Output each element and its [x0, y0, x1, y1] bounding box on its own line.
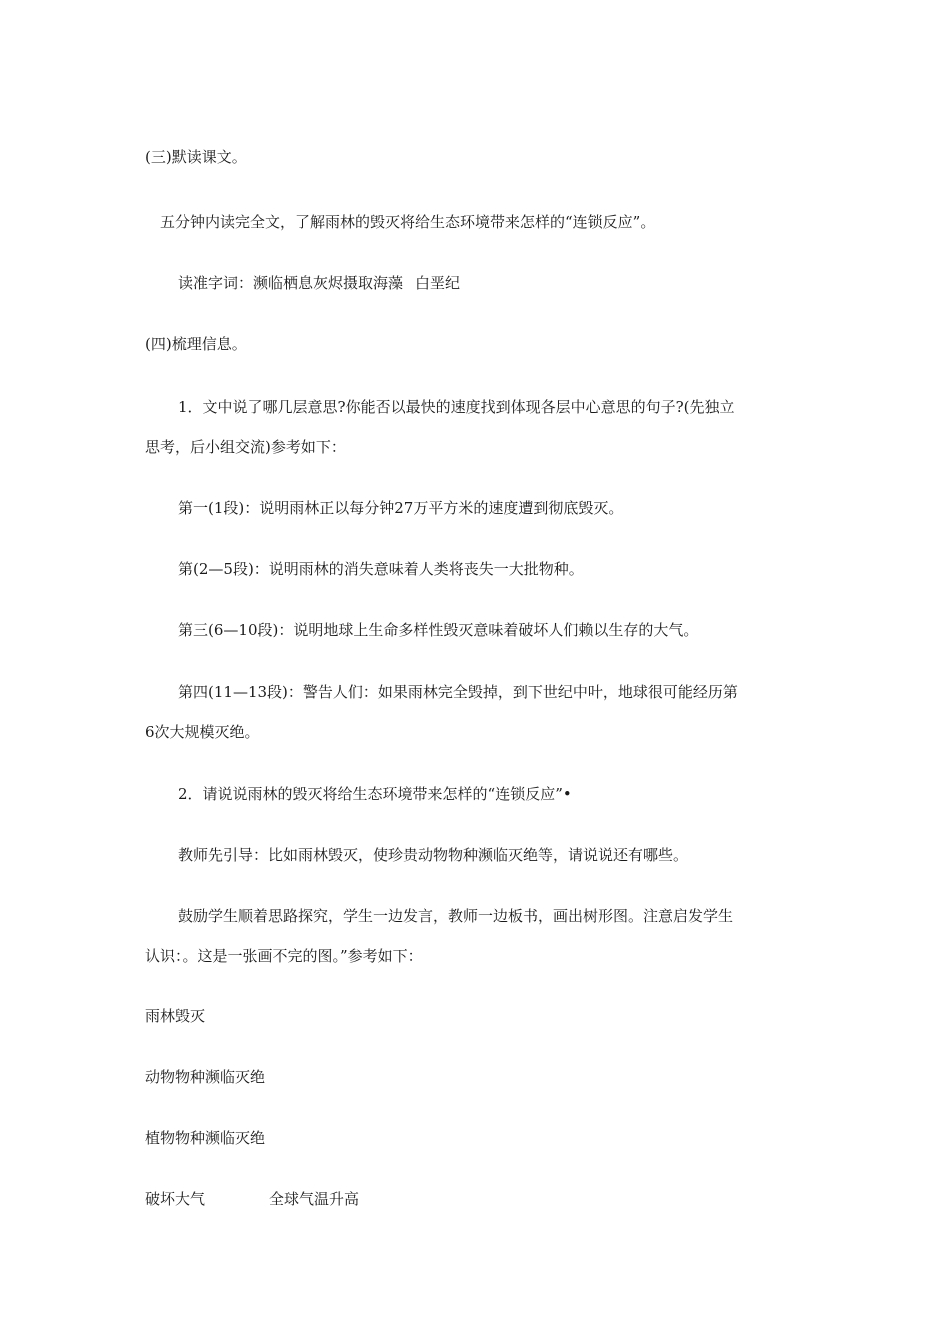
part-1-summary: 第一(1段)：说明雨林正以每分钟27万平方米的速度遭到彻底毁灭。: [178, 499, 624, 517]
question-1-line-2: 思考，后小组交流)参考如下：: [145, 438, 346, 456]
tree-node-warming: 全球气温升高: [269, 1190, 360, 1208]
part-2-summary: 第(2—5段)：说明雨林的消失意味着人类将丧失一大批物种。: [178, 560, 584, 578]
part-4-summary-line-2: 6次大规模灭绝。: [145, 723, 260, 741]
part-3-summary: 第三(6—10段)：说明地球上生命多样性毁灭意味着破坏人们赖以生存的大气。: [178, 621, 699, 639]
section-3-instruction: 五分钟内读完全文，了解雨林的毁灭将给生态环境带来怎样的“连锁反应”。: [160, 213, 656, 231]
question-1-line-1: 1．文中说了哪几层意思?你能否以最快的速度找到体现各层中心意思的句子?(先独立: [178, 398, 735, 416]
teacher-guide: 教师先引导：比如雨林毁灭，使珍贵动物物种濒临灭绝等，请说说还有哪些。: [178, 846, 689, 864]
part-4-summary-line-1: 第四(11—13段)：警告人们：如果雨林完全毁掉，到下世纪中叶，地球很可能经历第: [178, 683, 738, 701]
vocabulary-line: [178, 273, 460, 293]
section-4-heading: (四)梳理信息。: [145, 335, 247, 353]
vocabulary-extra-word: 白垩纪: [415, 274, 461, 292]
encourage-line-1: 鼓励学生顺着思路探究，学生一边发言，教师一边板书，画出树形图。注意启发学生: [178, 907, 734, 925]
tree-node-animals: 动物物种濒临灭绝: [145, 1068, 266, 1086]
question-2: 2．请说说雨林的毁灭将给生态环境带来怎样的“连锁反应”•: [178, 785, 572, 803]
tree-node-plants: 植物物种濒临灭绝: [145, 1129, 266, 1147]
tree-node-atmosphere: 破坏大气: [145, 1190, 206, 1208]
section-3-heading: (三)默读课文。: [145, 148, 247, 166]
tree-node-root: 雨林毁灭: [145, 1007, 206, 1025]
tree-node-atmosphere-row: [145, 1189, 359, 1209]
vocabulary-words: 读准字词：濒临栖息灰烬摄取海藻: [178, 274, 404, 292]
encourage-line-2: 认识：。这是一张画不完的图。”参考如下：: [145, 947, 423, 965]
